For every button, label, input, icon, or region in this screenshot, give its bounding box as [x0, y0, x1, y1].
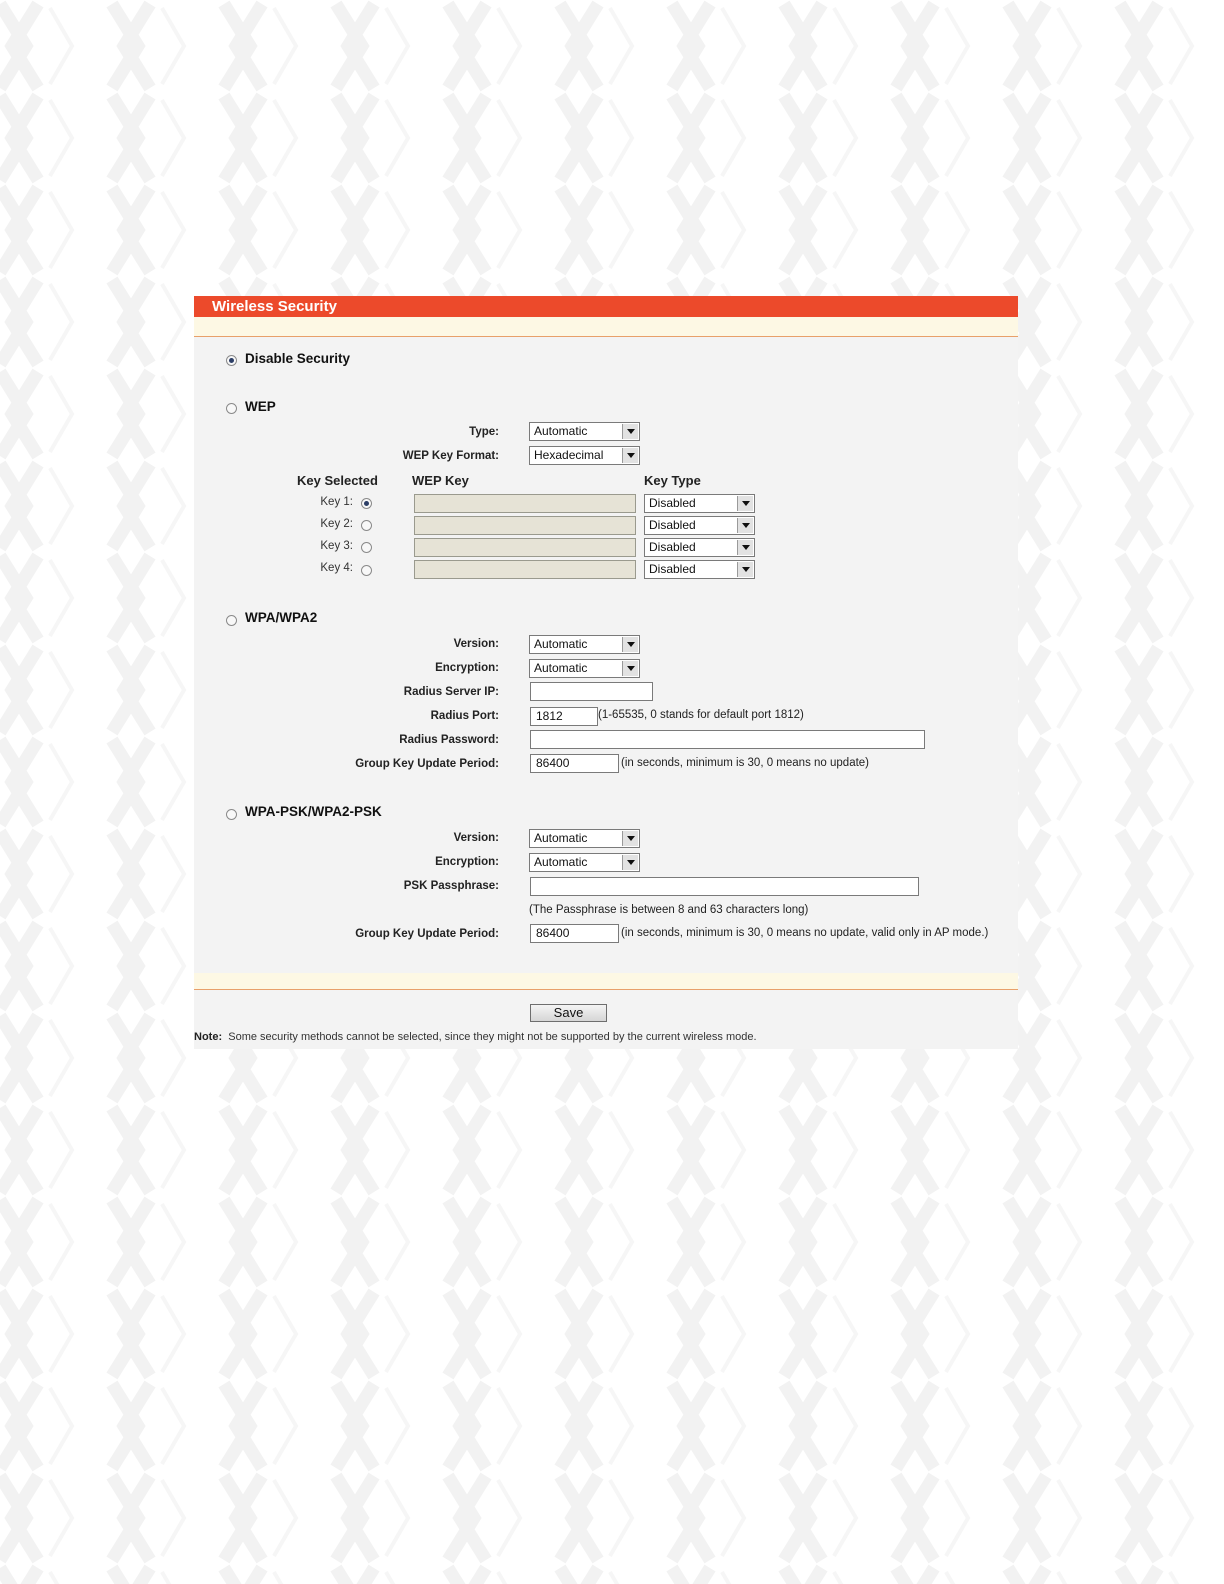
psk-group-key-label: Group Key Update Period: — [355, 928, 499, 940]
key-2-type-select[interactable] — [644, 516, 755, 535]
header-divider — [194, 336, 1018, 337]
disable-security-label: Disable Security — [245, 351, 351, 366]
chevron-down-icon — [622, 448, 638, 463]
wpa-group-key-input[interactable]: 86400 — [530, 754, 619, 773]
key-1-input[interactable] — [414, 494, 636, 513]
wep-radio[interactable] — [226, 403, 237, 414]
note-body: Some security methods cannot be selected, since they might not be supported by the current wireless mode. — [228, 1031, 757, 1043]
key-2-input[interactable] — [414, 516, 636, 535]
key-selected-header: Key Selected — [297, 473, 378, 488]
key-4-type-value: Disabled — [649, 562, 696, 576]
page-title: Wireless Security — [194, 296, 1018, 317]
wep-label: WEP — [245, 399, 276, 414]
wep-key-format-select[interactable] — [529, 446, 640, 465]
header-strip — [194, 317, 1018, 336]
wpa-encryption-value: Automatic — [534, 661, 588, 675]
chevron-down-icon — [737, 562, 753, 577]
wpa-version-label: Version: — [453, 638, 499, 650]
note-text — [194, 1030, 757, 1044]
key-2-label: Key 2: — [320, 518, 353, 530]
footer-strip — [194, 973, 1018, 989]
wep-key-format-value: Hexadecimal — [534, 448, 604, 462]
wep-key-header: WEP Key — [412, 473, 469, 488]
key-4-label: Key 4: — [320, 562, 353, 574]
key-1-type-select[interactable] — [644, 494, 755, 513]
psk-passphrase-input[interactable] — [530, 877, 919, 896]
radius-server-ip-input[interactable] — [530, 682, 653, 701]
key-4-input[interactable] — [414, 560, 636, 579]
psk-encryption-value: Automatic — [534, 855, 588, 869]
wep-type-select[interactable] — [529, 422, 640, 441]
chevron-down-icon — [622, 424, 638, 439]
key-3-label: Key 3: — [320, 540, 353, 552]
wpa-version-select[interactable] — [529, 635, 640, 654]
key-3-type-value: Disabled — [649, 540, 696, 554]
chevron-down-icon — [622, 637, 638, 652]
key-3-type-select[interactable] — [644, 538, 755, 557]
key-3-input[interactable] — [414, 538, 636, 557]
wep-type-value: Automatic — [534, 424, 588, 438]
radius-password-label: Radius Password: — [399, 734, 499, 746]
psk-version-value: Automatic — [534, 831, 588, 845]
chevron-down-icon — [737, 518, 753, 533]
wireless-security-panel — [194, 296, 1018, 1049]
footer-divider — [194, 989, 1018, 990]
psk-passphrase-hint: (The Passphrase is between 8 and 63 characters long) — [529, 904, 809, 916]
psk-group-key-hint: (in seconds, minimum is 30, 0 means no update, valid only in AP mode.) — [621, 927, 989, 939]
chevron-down-icon — [622, 855, 638, 870]
chevron-down-icon — [622, 661, 638, 676]
disable-security-radio[interactable] — [226, 355, 237, 366]
wpa-version-value: Automatic — [534, 637, 588, 651]
wpa-group-key-hint: (in seconds, minimum is 30, 0 means no update) — [621, 757, 870, 769]
key-4-radio[interactable] — [361, 565, 372, 576]
key-3-radio[interactable] — [361, 542, 372, 553]
key-2-type-value: Disabled — [649, 518, 696, 532]
chevron-down-icon — [622, 831, 638, 846]
key-type-header: Key Type — [644, 473, 701, 488]
radius-port-input[interactable]: 1812 — [530, 707, 598, 726]
key-1-radio[interactable] — [361, 498, 372, 509]
key-2-radio[interactable] — [361, 520, 372, 531]
chevron-down-icon — [737, 540, 753, 555]
wpa-group-key-label: Group Key Update Period: — [355, 758, 499, 770]
wep-key-format-label: WEP Key Format: — [402, 450, 499, 462]
psk-passphrase-label: PSK Passphrase: — [403, 880, 499, 892]
key-1-type-value: Disabled — [649, 496, 696, 510]
wep-type-label: Type: — [469, 426, 499, 438]
wpa-encryption-select[interactable] — [529, 659, 640, 678]
psk-group-key-input[interactable]: 86400 — [530, 924, 619, 943]
key-4-type-select[interactable] — [644, 560, 755, 579]
psk-version-select[interactable] — [529, 829, 640, 848]
radius-port-label: Radius Port: — [430, 710, 499, 722]
save-button[interactable]: Save — [530, 1004, 607, 1022]
radius-server-ip-label: Radius Server IP: — [403, 686, 499, 698]
radius-port-hint: (1-65535, 0 stands for default port 1812) — [598, 709, 804, 721]
wpa-label: WPA/WPA2 — [245, 610, 318, 625]
wpa-encryption-label: Encryption: — [435, 662, 499, 674]
psk-encryption-select[interactable] — [529, 853, 640, 872]
chevron-down-icon — [737, 496, 753, 511]
psk-version-label: Version: — [453, 832, 499, 844]
note-label: Note: — [194, 1031, 223, 1043]
wpa-radio[interactable] — [226, 615, 237, 626]
psk-radio[interactable] — [226, 809, 237, 820]
radius-password-input[interactable] — [530, 730, 925, 749]
psk-label: WPA-PSK/WPA2-PSK — [245, 804, 382, 819]
key-1-label: Key 1: — [320, 496, 353, 508]
psk-encryption-label: Encryption: — [435, 856, 499, 868]
